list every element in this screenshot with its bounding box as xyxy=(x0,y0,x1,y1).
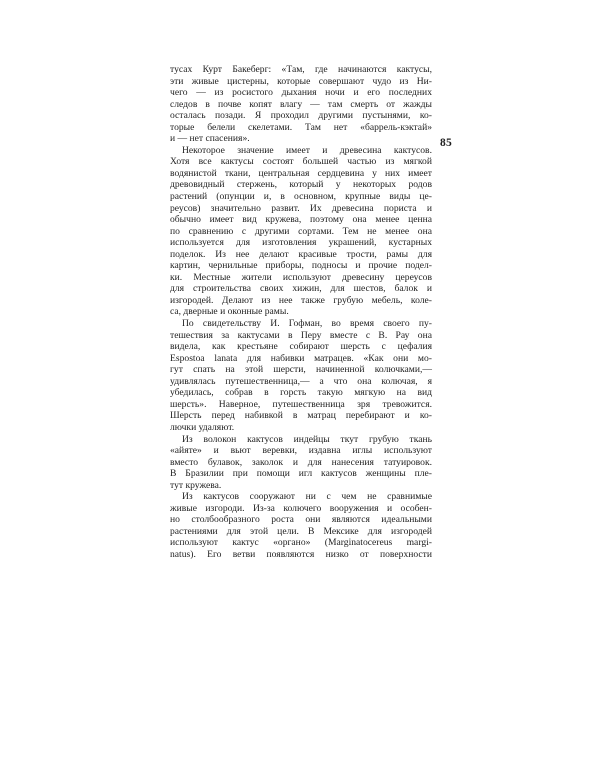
text-line: древовидный стержень, который у некоторых родов xyxy=(170,179,432,191)
text-line: водянистой ткани, центральная сердцевина у них имеет xyxy=(170,167,432,179)
body-text xyxy=(170,64,432,561)
text-line: са, дверные и оконные рамы. xyxy=(170,306,289,318)
text-line: лючки удаляют. xyxy=(170,421,235,433)
text-line: тешествия за кактусами в Перу вместе с В. Рау она xyxy=(170,329,432,341)
text-line: но столбообразного роста они являются идеальными xyxy=(170,514,432,526)
text-line: вместо булавок, заколок и для нанесения татуировок. xyxy=(170,456,432,468)
text-line: natus). Его ветви появляются низко от поверхности xyxy=(170,548,432,560)
text-line: Шерсть перед набивкой в матрац перебирают и ко- xyxy=(170,410,432,422)
text-line: по сравнению с другими сортами. Тем не менее она xyxy=(170,225,432,237)
text-line: изгородей. Делают из нее также грубую мебель, коле- xyxy=(170,294,432,306)
paragraph-first-line: Из волокон кактусов индейцы ткут грубую ткань xyxy=(182,433,432,445)
text-line: удивлялась путешественница,— а что она колючая, я xyxy=(170,375,432,387)
text-line: торые белели скелетами. Там нет «баррель-кэктай» xyxy=(170,121,432,133)
text-line: используется для изготовления украшений, кустарных xyxy=(170,237,432,249)
text-line: «айяте» и вьют веревки, издавна иглы используют xyxy=(170,445,432,457)
text-line: видела, как крестьяне собирают шерсть с цефалия xyxy=(170,341,432,353)
text-line: шерсть». Наверное, путешественница зря тревожится. xyxy=(170,398,432,410)
page-number: 85 xyxy=(440,137,452,149)
text-line: эти живые цистерны, которые совершают чудо из Ни- xyxy=(170,75,432,87)
text-line: тусах Курт Бакеберг: «Там, где начинаются кактусы, xyxy=(170,64,432,75)
text-line: В Бразилии при помощи игл кактусов женщины пле- xyxy=(170,468,432,480)
paragraph-first-line: Некоторое значение имеет и древесина кактусов. xyxy=(182,144,432,156)
text-line: и — нет спасения». xyxy=(170,133,250,145)
paragraph-first-line: По свидетельству И. Гофман, во время своего пу- xyxy=(182,318,432,330)
text-line: чего — из росистого дыхания ночи и его последних xyxy=(170,87,432,99)
text-line: следов в почве копят влагу — там смерть от жажды xyxy=(170,98,432,110)
text-line: обычно имеет вид кружева, поэтому она менее ценна xyxy=(170,214,432,226)
text-line: ки. Местные жители используют древесину цереусов xyxy=(170,271,432,283)
text-line: растениями для этой цели. В Мексике для изгородей xyxy=(170,525,432,537)
text-line: Хотя все кактусы состоят большей частью из мягкой xyxy=(170,156,432,168)
text-line: Espostoa lanata для набивки матрацев. «Как они мо- xyxy=(170,352,432,364)
text-line: поделок. Из нее делают красивые трости, рамы для xyxy=(170,248,432,260)
text-line: используют кактус «органо» (Marginatocereus margi- xyxy=(170,537,432,549)
text-line: убедилась, собрав в горсть такую мягкую на вид xyxy=(170,387,432,399)
text-line: тут кружева. xyxy=(170,479,222,491)
text-line: реусов) значительно развит. Их древесина пориста и xyxy=(170,202,432,214)
text-line: для строительства своих хижин, для шестов, балок и xyxy=(170,283,432,295)
paragraph-first-line: Из кактусов сооружают ни с чем не сравнимые xyxy=(182,491,432,503)
text-line: осталась позади. Я проходил другими пустынями, ко- xyxy=(170,110,432,122)
text-line: растений (опунции и, в основном, крупные виды це- xyxy=(170,191,432,203)
text-line: картин, чернильные приборы, подносы и прочие подел- xyxy=(170,260,432,272)
text-line: гут спать на этой шерсти, начиненной колючками,— xyxy=(170,364,432,376)
text-line: живые изгороди. Из-за колючего вооружения и особен- xyxy=(170,502,432,514)
